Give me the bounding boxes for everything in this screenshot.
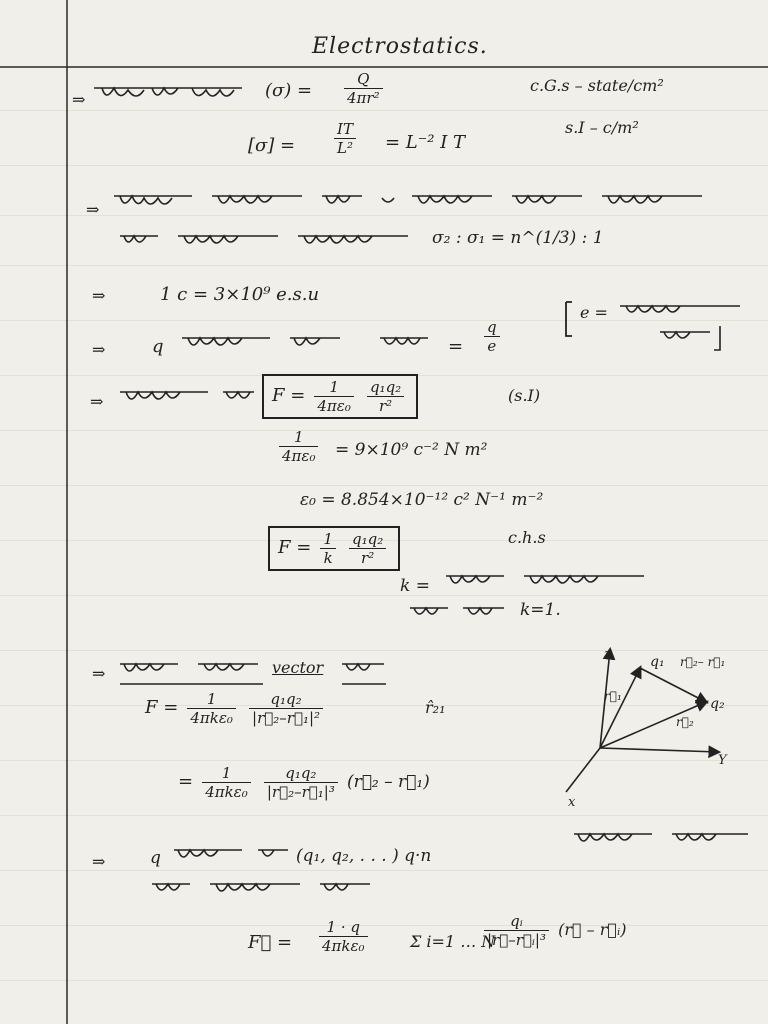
handwritten-bengali-term — [340, 658, 390, 688]
arrow-bullet-icon: ⇒ — [86, 200, 100, 219]
vector-r21-label: r⃗₂– r⃗₁ — [680, 655, 726, 669]
eq-vector-force-2: = $\frac{1}{\text{4πkε₀}}$ $\frac{\text{q₁q₂}}{\text{|r⃗₂–r⃗₁|³}}$ (r⃗₂ – r⃗₁) — [178, 764, 430, 801]
symbol-q: q — [150, 848, 161, 868]
handwritten-bengali-term — [118, 386, 258, 412]
handwritten-bengali-text — [118, 228, 418, 256]
handwritten-bengali-text — [172, 844, 292, 870]
coulomb-law-box-si: F = $\frac{1}{\text{4πε₀}}$ $\frac{\text{q₁q₂}}{\text{r²}}$ — [262, 374, 418, 419]
eq-net-force-frac: $\frac{\text{qᵢ}}{\text{|r⃗–r⃗ᵢ|³}}$ (r⃗ – r⃗ᵢ) — [480, 912, 626, 949]
axis-z-label: z — [604, 647, 611, 662]
handwritten-bracket-note — [560, 296, 750, 356]
eq-eps0-value: ε₀ = 8.854×10⁻¹² c² N⁻¹ m⁻² — [300, 490, 544, 510]
eq-vector-force-1: F = $\frac{1}{\text{4πkε₀}}$ $\frac{\text{q₁q₂}}{\text{|r⃗₂–r⃗₁|²}}$ — [145, 690, 327, 727]
svg-text:e =: e = — [580, 303, 608, 322]
arrow-bullet-icon: ⇒ — [92, 340, 106, 359]
handwritten-bengali-text — [112, 188, 712, 218]
arrow-bullet-icon: ⇒ — [72, 90, 86, 109]
eq-coulomb-esu: 1 c = 3×10⁹ e.s.u — [160, 284, 320, 305]
unit-vector-r21: r̂₂₁ — [425, 698, 446, 717]
vector-r2-label: r⃗₂ — [676, 715, 694, 729]
axis-y-label: Y — [718, 753, 727, 768]
eq-k-value: = 9×10⁹ c⁻² N m² — [335, 440, 488, 460]
arrow-bullet-icon: ⇒ — [92, 664, 106, 683]
coulomb-law-box-cgs: F = $\frac{1}{k}$ $\frac{\text{q₁q₂}}{\text{r²}}$ — [268, 526, 400, 571]
charge-q1-label: q₁ — [650, 654, 665, 670]
handwritten-bengali-text — [150, 878, 380, 904]
arrow-bullet-icon: ⇒ — [90, 392, 104, 411]
eq-drop-ratio: σ₂ : σ₁ = n^(1/3) : 1 — [432, 228, 604, 248]
eq-dim-frac: $\frac{IT}{\text{L²}}$ — [330, 120, 360, 157]
charge-q2-label: q₂ — [710, 696, 725, 712]
summation-symbol: Σ i=1 … N — [410, 932, 496, 951]
handwritten-bengali-text — [408, 602, 508, 628]
arrow-bullet-icon: ⇒ — [92, 286, 106, 305]
eq-sigma-frac: $\frac{Q}{\text{4πr²}}$ — [340, 70, 387, 107]
frac-q-over-4pikeps: $\frac{1 \cdot q}{\text{4πkε₀}}$ — [315, 918, 372, 955]
handwritten-bengali-text — [444, 570, 664, 596]
margin-line — [66, 0, 68, 1024]
vector-r1-label: r⃗₁ — [604, 689, 622, 703]
unit-cgs-label: c.h.s — [508, 528, 546, 547]
frac-1-over-4pi-eps: $\frac{1}{\text{4πε₀}}$ — [275, 428, 322, 465]
eq-k-equals-1: k=1. — [520, 600, 561, 620]
page-title: Electrostatics. — [312, 34, 488, 59]
eq-dim-lhs: [σ] = — [248, 135, 296, 156]
handwritten-bengali-text — [572, 828, 752, 854]
eq-net-force-lhs: F⃗ = — [248, 932, 293, 953]
eq-charges-list: (q₁, q₂, . . . ) q·n — [296, 846, 432, 866]
arrow-bullet-icon: ⇒ — [92, 852, 106, 871]
eq-k-def: k = — [400, 576, 430, 596]
header-line — [0, 66, 768, 68]
unit-cgs: c.G.s – state/cm² — [530, 76, 664, 95]
eq-sigma-lhs: (σ) = — [265, 80, 313, 101]
symbol-q: q — [152, 336, 164, 357]
axis-x-label: x — [568, 795, 576, 810]
frac-q-over-e: $\frac{q}{e}$ — [480, 318, 504, 355]
eq-dim-rhs: = L⁻² I T — [385, 132, 466, 153]
eq-n-electrons: = — [448, 336, 464, 357]
handwritten-bengali-term — [92, 78, 252, 108]
handwritten-bengali-term — [118, 658, 268, 688]
handwritten-bengali-text — [180, 332, 430, 358]
unit-si: s.I – c/m² — [565, 118, 639, 137]
vector-heading: vector — [272, 658, 324, 677]
vector-diagram — [548, 640, 758, 810]
unit-si-label: (s.I) — [508, 386, 541, 405]
